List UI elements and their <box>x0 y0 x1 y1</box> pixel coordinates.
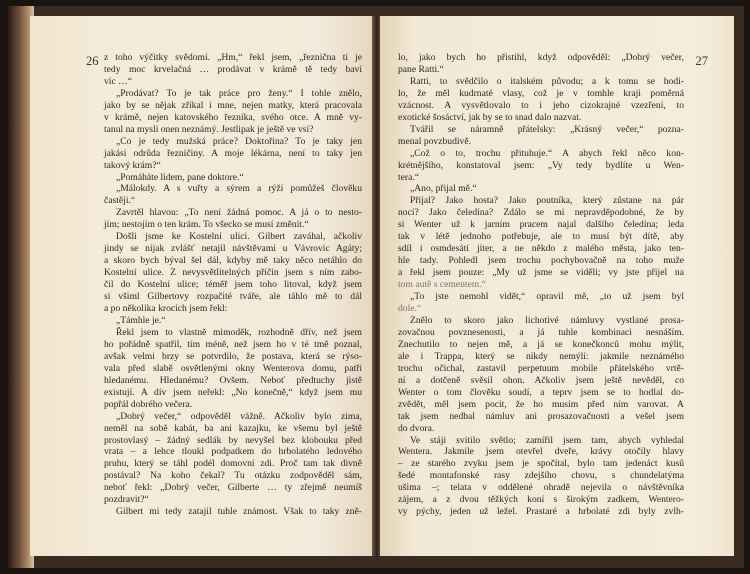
text-line: šedé montafonské rasy zdejšího chovu, s chundelatýma <box>398 470 684 482</box>
text-line: v krámě, nejen katovského řezníka, svého otce. A mně vy- <box>104 111 362 123</box>
text-line: lo, že měl kudrnaté vlasy, což je v tomhle kraji poměrná <box>398 87 684 99</box>
text-line: prostovlasý – žádný sedlák by nevyšel bez klobouku před <box>104 434 362 446</box>
text-line: Ve stáji svítilo světlo; zamířil jsem tam, abych vyhledal <box>410 434 684 446</box>
text-line: vy pýchy, jeden už ležel. Prastaré a hrbolaté zdi byly zvlh- <box>398 506 684 518</box>
text-line: Ratti, to svědčilo o italském původu; a k tomu se hodi- <box>410 75 684 87</box>
text-line: vala před slabě osvětlenými okny Wenterova domu, patří <box>104 362 362 374</box>
text-line: avšak velmi brzy se potvrdilo, že postava, která se rýso- <box>104 350 362 362</box>
text-line: hle tady. Pohledl jsem trochu pochybovačně na toho muže <box>398 255 684 267</box>
text-line: tera.“ <box>398 171 420 183</box>
text-line: tanul na mysli onen neznámý. Jestlipak je ještě ve vsi? <box>104 123 314 135</box>
text-line: ušima –; telata v oddělené ohradě nejevila o návštěvníka <box>398 482 684 494</box>
text-line: postával? Na koho čekal? Tu otázku zodpověděl sám, <box>104 470 362 482</box>
text-line: z toho výčitky svědomí. „Hm,“ řekl jsem, „řeznična ti je <box>104 52 362 63</box>
text-line: krétnějšího, konstatoval jsem: „Vy tedy bydlíte u Wen- <box>398 159 684 171</box>
text-line: menal povzbudivě. <box>398 135 471 147</box>
left-page <box>30 16 374 556</box>
text-line: Znělo to skoro jako lichotivé námluvy vystlané prosa- <box>410 314 684 326</box>
text-line: ale i Trappa, který se nikdy nemýlí: jakmile neznámého <box>398 350 684 362</box>
text-line: neměl na sobě kabát, ba ani kazajku, ke všemu byl ještě <box>104 422 362 434</box>
text-line: existují. A dív jsem neřekl: „No konečně,“ když jsem mu <box>104 386 362 398</box>
text-line: hledanému. Hledanému? Ovšem. Neboť předtuchy jistě <box>104 374 362 386</box>
text-line: „Ano, přijal mě.“ <box>410 183 477 195</box>
text-line: Přijal? Jako hosta? Jako poutníka, který zůstane na pár <box>410 195 684 207</box>
text-line: „Což o to, trochu přituhuje.“ A abych řekl něco kon- <box>410 147 684 159</box>
text-line: tak v létě jednoho potřebuje, ale to musí být dítě, aby <box>398 231 684 243</box>
text-line: popřál dobrého večera. <box>104 398 193 410</box>
text-line: „Co je tedy mužská práce? Doktořina? To je taky jen <box>116 135 362 147</box>
text-line: ní a dotčeně svěsil ohon. Ačkoliv jsem ještě nevěděl, co <box>398 374 684 386</box>
text-line: zájem, a z dvou těžkých koní s širokým zadkem, Wentero- <box>398 494 684 506</box>
text-line: pane Ratti.“ <box>398 63 444 75</box>
text-line: jindy se nijak zvlášť netajil návštěvami u Vávrovic Agáty; <box>104 243 362 255</box>
text-line: jakási odrůda řezničiny. A moje lékárna, není to taky jen <box>104 147 362 159</box>
text-line: si Wenter už k jarním pracem najal dalšího čeledína; leda <box>398 219 684 231</box>
text-line: do dvora. <box>398 422 435 434</box>
text-line: a po několika krocích jsem řekl: <box>104 303 228 315</box>
text-line: dole.“ <box>398 303 422 315</box>
right-page-number: 27 <box>695 54 708 68</box>
right-page <box>380 16 734 556</box>
left-page-text <box>104 52 362 518</box>
text-line: nocí? Jako čeledína? Zdálo se mi nepravděpodobné, že by <box>398 207 684 219</box>
text-line: neboť řekl: „Dobrý večer, Gilberte … ty zřejmě neumíš <box>104 482 362 494</box>
right-page-text <box>398 52 684 518</box>
text-line: Došli jsme ke Kostelní ulici. Gilbert zaváhal, ačkoliv <box>116 231 362 243</box>
book-spread <box>8 6 744 568</box>
text-line: „To jste nemohl vidět,“ opravil mě, „to už jsem byl <box>410 291 684 303</box>
text-line: Znechutilo to nejen mě, a já se konečkoncû mohu mýlit, <box>398 338 684 350</box>
text-line: „Prodávat? To je tak práce pro ženy.“ I tohle znělo, <box>116 87 362 99</box>
text-line: pruhu, který se táhl podél domovní zdi. Proč tam tak divně <box>104 458 362 470</box>
text-line: a skoro bych býval šel dál, kdyby mě taky něco netáhlo do <box>104 255 362 267</box>
text-line: tak jsem nedbal námluv ani prosazovačnosti a vešel jsem <box>398 410 684 422</box>
text-line: si všiml Gilbertovy rozpačité tváře, ale táhlo mě to dál <box>104 291 362 303</box>
text-line: Gilbert mi tedy zatajil tuhle známost. Však to taky zně- <box>116 506 362 518</box>
text-line: – ze starého zvyku jsem je spočítal, bylo tam jedenáct kusů <box>398 458 684 470</box>
text-line: vzácnost. A vysvětlovalo to i jeho cizokrajné vzezření, to <box>398 99 684 111</box>
text-line: Kostelní ulice. Z nevysvětlitelných příčin jsem s ním zabo- <box>104 267 362 279</box>
text-line: Wentera. Jakmile jsem otevřel dveře, krávy otočily hlavy <box>398 446 684 458</box>
text-line: zovačnou povznesenosti, a já tuhle kombinaci nesnáším. <box>398 326 684 338</box>
text-line: Wenter o tom člověku soudí, a teprv jsem se to hodlal do- <box>398 386 684 398</box>
text-line: Tvářil se náramně přátelsky: „Krásný večer,“ pozna- <box>410 123 684 135</box>
text-line: exotické šosáctví, jak by se to snad dalo nazvat. <box>398 111 582 123</box>
text-line: čil do Kostelní ulice; téměř jsem toho litoval, když jsem <box>104 279 362 291</box>
text-line: „Málokdy. A s vuřty a sýrem a rýží pomůžeš člověku <box>116 183 362 195</box>
text-line: „Dobrý večer,“ odpověděl vážně. Ačkoliv bylo zima, <box>116 410 362 422</box>
text-line: vrata – a lehce tloukl podpatkem do hrbolatého ledového <box>104 446 362 458</box>
text-line: častěji.“ <box>104 195 136 207</box>
text-line: zvědět, měl jsem pocit, že ho musím před ním varovat. A <box>398 398 684 410</box>
text-line: „Támhle je.“ <box>116 314 166 326</box>
text-line: sdíl i osmdesátí jiter, a ne někdo z malého města, jako ten- <box>398 243 684 255</box>
text-line: a řekl jsem pouze: „My už jsme se viděli; vy jste přijel na <box>398 267 684 279</box>
text-line: tom autě s cementem.“ <box>398 279 486 291</box>
text-line: „Pomáháte lidem, pane doktore.“ <box>116 171 244 183</box>
text-line: víc …“ <box>104 75 132 87</box>
text-line: lo, jako bych ho přistihl, když odpověděl: „Dobrý večer, <box>398 52 684 63</box>
text-line: ho pořádně spatřil, tím méně, než jsem ho v té tmě poznal, <box>104 338 362 350</box>
text-line: jím; nestojím o ten krám. To všecko se musí změnit.“ <box>104 219 309 231</box>
text-line: tedy moc krvelačná … prodávat v krámě tě tedy baví <box>104 63 362 75</box>
text-line: Zavrtěl hlavou: „To není žádná pomoc. A já o to nesto- <box>116 207 362 219</box>
text-line: pozdravit?“ <box>104 494 149 506</box>
left-page-number: 26 <box>86 54 99 68</box>
text-line: Řekl jsem to vlastně mimoděk, rozhodně dřív, než jsem <box>116 326 362 338</box>
text-line: jako by se nějak zříkal i mne, nejen matky, která pracovala <box>104 99 362 111</box>
text-line: trochu očichal, zastavil perpetuum mobile přátelského vrtě- <box>398 362 684 374</box>
text-line: takový krám?“ <box>104 159 161 171</box>
